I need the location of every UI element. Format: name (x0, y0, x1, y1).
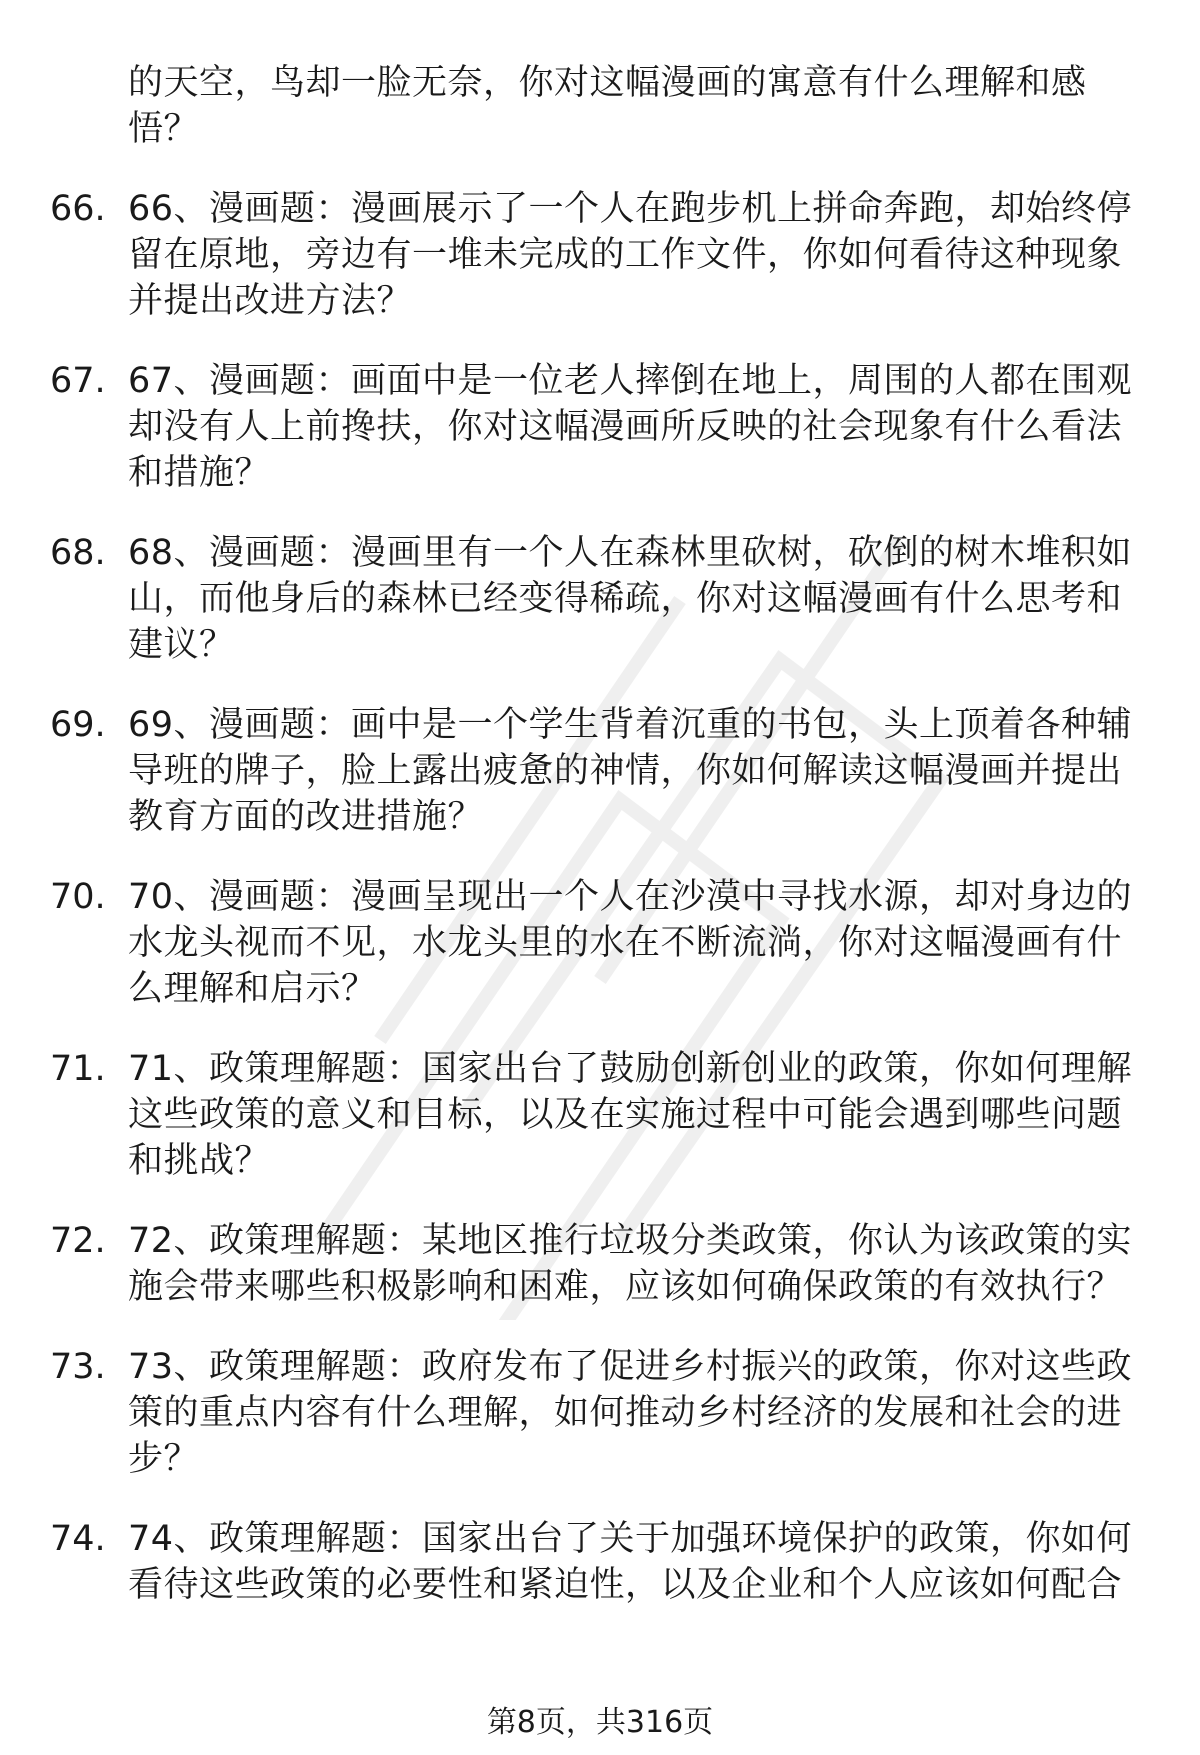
question-text: 68、漫画题：漫画里有一个人在森林里砍树，砍倒的树木堆积如山，而他身后的森林已经变得稀疏，你对这幅漫画有什么思考和建议？ (128, 533, 1133, 665)
question-number: 74. (50, 1519, 106, 1559)
question-text: 71、政策理解题：国家出台了鼓励创新创业的政策，你如何理解这些政策的意义和目标，以及在实施过程中可能会遇到哪些问题和挑战？ (128, 1049, 1133, 1181)
continuation-text: 的天空，鸟却一脸无奈，你对这幅漫画的寓意有什么理解和感悟？ (128, 63, 1087, 149)
question-item (0, 530, 1200, 668)
question-item (0, 702, 1200, 840)
question-item (0, 1516, 1200, 1608)
question-item (0, 186, 1200, 324)
question-number: 69. (50, 705, 106, 745)
question-number: 67. (50, 361, 106, 401)
question-item (0, 1218, 1200, 1310)
question-number: 66. (50, 189, 106, 229)
question-number: 73. (50, 1347, 106, 1387)
question-number: 72. (50, 1221, 106, 1261)
question-item (0, 1344, 1200, 1482)
question-number: 68. (50, 533, 106, 573)
question-number: 70. (50, 877, 106, 917)
question-item (0, 874, 1200, 1012)
question-item (0, 358, 1200, 496)
question-number: 71. (50, 1049, 106, 1089)
question-list (0, 186, 1200, 1642)
question-text: 70、漫画题：漫画呈现出一个人在沙漠中寻找水源，却对身边的水龙头视而不见，水龙头里的水在不断流淌，你对这幅漫画有什么理解和启示？ (128, 877, 1133, 1009)
question-text: 67、漫画题：画面中是一位老人摔倒在地上，周围的人都在围观却没有人上前搀扶，你对这幅漫画所反映的社会现象有什么看法和措施？ (128, 361, 1133, 493)
question-text: 72、政策理解题：某地区推行垃圾分类政策，你认为该政策的实施会带来哪些积极影响和困难，应该如何确保政策的有效执行？ (128, 1221, 1133, 1307)
question-text: 73、政策理解题：政府发布了促进乡村振兴的政策，你对这些政策的重点内容有什么理解，如何推动乡村经济的发展和社会的进步？ (128, 1347, 1133, 1479)
question-item (0, 1046, 1200, 1184)
page-footer: 第8页，共316页 (486, 1705, 714, 1740)
question-text: 66、漫画题：漫画展示了一个人在跑步机上拼命奔跑，却始终停留在原地，旁边有一堆未完成的工作文件，你如何看待这种现象并提出改进方法？ (128, 189, 1133, 321)
question-text: 69、漫画题：画中是一个学生背着沉重的书包，头上顶着各种辅导班的牌子，脸上露出疲惫的神情，你如何解读这幅漫画并提出教育方面的改进措施？ (128, 705, 1133, 837)
question-text: 74、政策理解题：国家出台了关于加强环境保护的政策，你如何看待这些政策的必要性和紧迫性，以及企业和个人应该如何配合 (128, 1519, 1133, 1605)
